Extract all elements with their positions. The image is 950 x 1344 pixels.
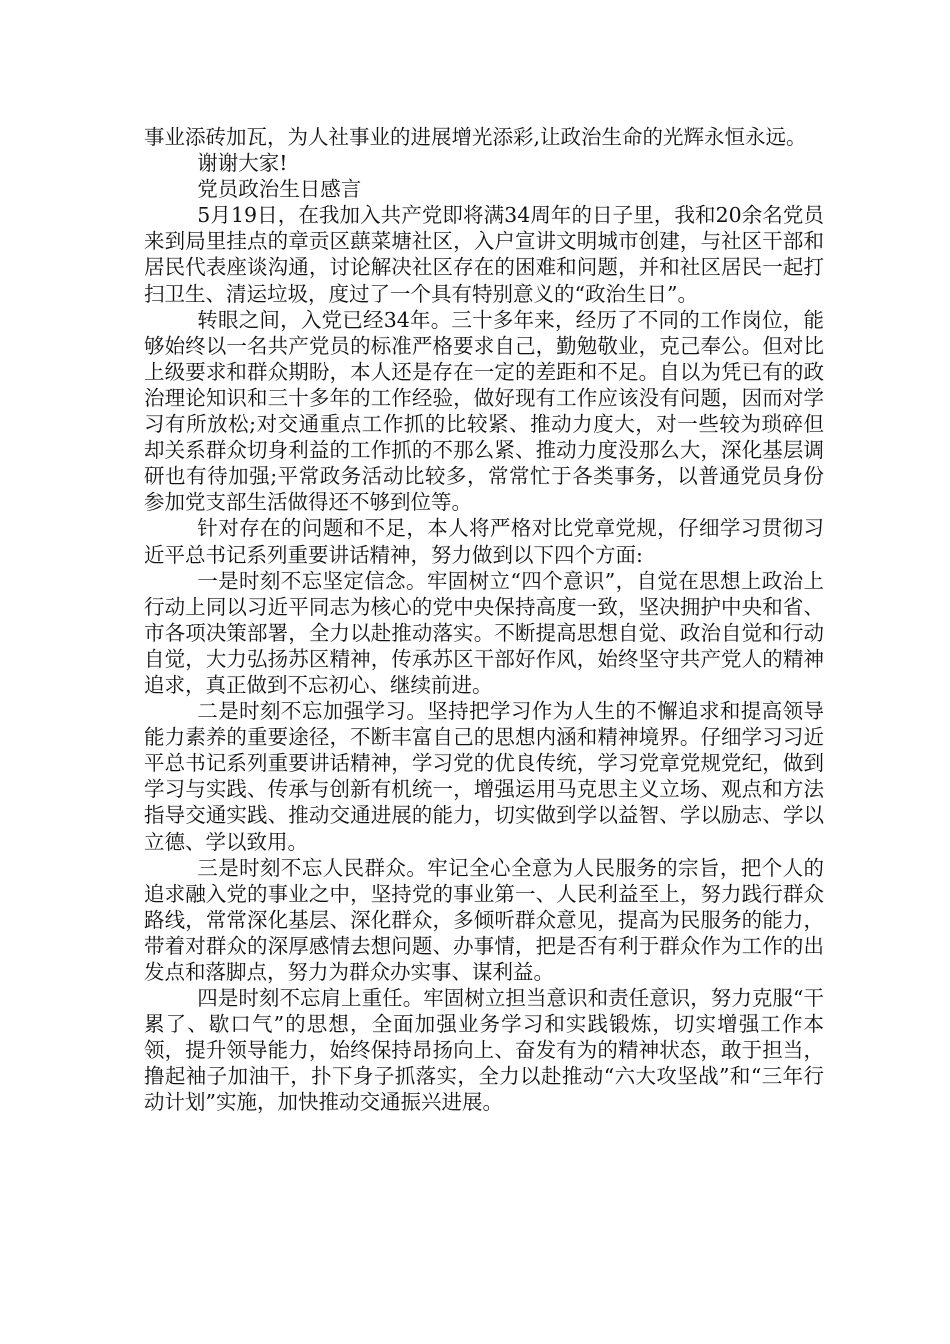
paragraph-title: 党员政治生日感言 (197, 177, 362, 202)
paragraph-body: 针对存在的问题和不足，本人将严格对比党章党规，仔细学习贯彻习近平总书记系列重要讲话精神，努力做到以下四个方面: (144, 516, 824, 567)
paragraph-point-two: 二是时刻不忘加强学习。坚持把学习作为人生的不懈追求和提高领导能力素养的重要途径，不断丰富自己的思想内涵和精神境界。仔细学习习近平总书记系列重要讲话精神，学习党的优良传统，学习党章党规党纪，做到学习与实践、传承与创新有机统一，增强运用马克思主义立场、观点和方法指导交通实践、推动交通进展的能力，切实做到学以益智、学以励志、学以立德、学以致用。 (144, 699, 824, 854)
paragraph-point-three: 三是时刻不忘人民群众。牢记全心全意为人民服务的宗旨，把个人的追求融入党的事业之中，坚持党的事业第一、人民利益至上，努力践行群众路线，常常深化基层、深化群众，多倾听群众意见，提高为民服务的能力，带着对群众的深厚感情去想问题、办事情，把是否有利于群众作为工作的出发点和落脚点，努力为群众办实事、谋利益。 (144, 855, 824, 984)
paragraph-thanks: 谢谢大家! (197, 151, 288, 176)
paragraph-closing-line: 事业添砖加瓦，为人社事业的进展增光添彩,让政治生命的光辉永恒永远。 (144, 125, 807, 149)
paragraph-body: 5月19日，在我加入共产党即将满34周年的日子里，我和20余名党员来到局里挂点的章贡区蕻菜塘社区，入户宣讲文明城市创建，与社区干部和居民代表座谈沟通，讨论解决社区存在的困难和问题，并和社区居民一起打扫卫生、清运垃圾，度过了一个具有特别意义的“政治生日”。 (144, 203, 824, 306)
document-page (144, 124, 824, 1116)
paragraph-point-one: 一是时刻不忘坚定信念。牢固树立“四个意识”，自觉在思想上政治上行动上同以习近平同志为核心的党中央保持高度一致，坚决拥护中央和省、市各项决策部署，全力以赴推动落实。不断提高思想自觉、政治自觉和行动自觉，大力弘扬苏区精神，传承苏区干部好作风，始终坚守共产党人的精神追求，真正做到不忘初心、继续前进。 (144, 568, 824, 697)
paragraph-point-four: 四是时刻不忘肩上重任。牢固树立担当意识和责任意识，努力克服“干累了、歇口气”的思想，全面加强业务学习和实践锻炼，切实增强工作本领，提升领导能力，始终保持昂扬向上、奋发有为的精神状态，敢于担当，撸起袖子加油干，扑下身子抓落实，全力以赴推动“六大攻坚战”和“三年行动计划”实施，加快推动交通振兴进展。 (144, 986, 824, 1115)
paragraph-body: 转眼之间，入党已经34年。三十多年来，经历了不同的工作岗位，能够始终以一名共产党员的标准严格要求自己，勤勉敬业，克己奉公。但对比上级要求和群众期盼，本人还是存在一定的差距和不足。自以为凭已有的政治理论知识和三十多年的工作经验，做好现有工作应该没有问题，因而对学习有所放松;对交通重点工作抓的比较紧、推动力度大，对一些较为琐碎但却关系群众切身利益的工作抓的不那么紧、推动力度没那么大，深化基层调研也有待加强;平常政务活动比较多，常常忙于各类事务，以普通党员身份参加党支部生活做得还不够到位等。 (144, 307, 824, 515)
